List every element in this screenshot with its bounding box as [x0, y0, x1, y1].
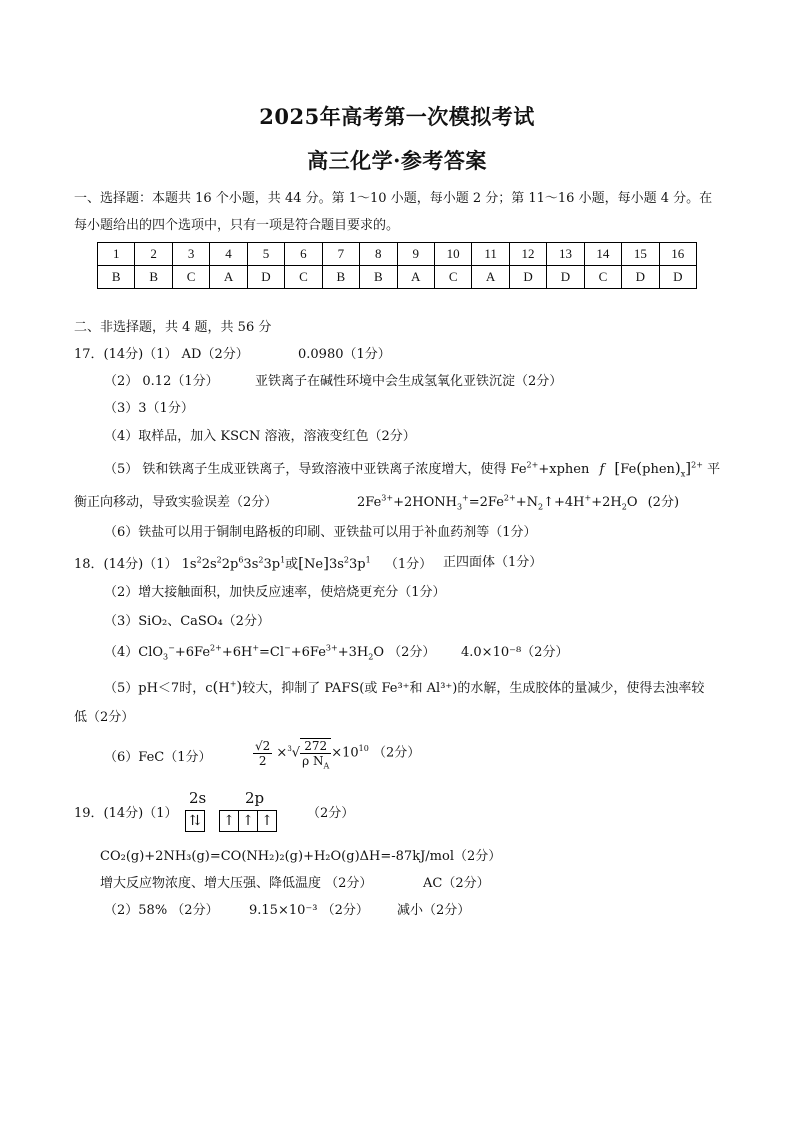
question-number: 7: [322, 243, 359, 266]
question-number: 14: [584, 243, 621, 266]
orbital-2s-box: [185, 810, 205, 832]
q17-part5-line2: 衡正向移动，导致实验误差（2分）: [74, 495, 278, 510]
up-arrow-icon: ↑: [238, 811, 257, 831]
q17-part1-answer: 17．(14分)（1） AD（2分）: [74, 347, 249, 362]
q19-part2-trend: 减小（2分）: [397, 903, 471, 918]
answer-cell: A: [472, 266, 509, 289]
q19-conditions: 增大反应物浓度、增大压强、降低温度 （2分）: [100, 876, 373, 891]
up-arrow-icon: ↑: [223, 813, 235, 829]
answer-cell: B: [135, 266, 172, 289]
q17-part5-xphen: +xphen: [538, 462, 590, 477]
q17-part4-answer: （4）取样品，加入 KSCN 溶液，溶液变红色（2分）: [104, 429, 416, 444]
question-number: 11: [472, 243, 509, 266]
answer-cell: B: [360, 266, 397, 289]
question-number: 13: [547, 243, 584, 266]
q17-part5-text: （5） 铁和铁离子生成亚铁离子，导致溶液中亚铁离子浓度增大，使得 Fe: [104, 462, 527, 477]
q19-part1-label: 19．(14分)（1）: [74, 806, 178, 821]
answer-cell: B: [322, 266, 359, 289]
question-number: 1: [98, 243, 135, 266]
answer-cell: A: [210, 266, 247, 289]
q18-part5-line1: （5）pH＜7时，c(H+)较大，抑制了 PAFS(或 Fe³⁺和 Al³⁺)的水解，生成胶体的量减少，使得去浊率较: [104, 678, 705, 696]
q18-part6-answer: （6）FeC（1分）: [104, 750, 212, 765]
q18-part5-start: （5）pH＜7时，: [104, 681, 206, 696]
section1-intro-line2: 每小题给出的四个选项中，只有一项是符合题目要求的。: [74, 218, 400, 233]
q18-part6-score: （2分）: [373, 745, 421, 761]
q18-part2-answer: （2）增大接触面积，加快反应速率，使焙烧更充分（1分）: [104, 585, 446, 600]
q17-part5-equation: $2Fe^{3+}+2HONH_3^+=2Fe^{2+}+N_2↑+4H^++2H_2O$ (2分): [357, 493, 680, 512]
q18-part1-score: （1分）: [384, 557, 433, 572]
q17-part1-value: 0.0980（1分）: [298, 347, 391, 362]
q19-part2-value: 9.15×10⁻³ （2分）: [249, 903, 369, 918]
question-number: 5: [247, 243, 284, 266]
answer-row: [98, 266, 697, 289]
answer-cell: C: [584, 266, 621, 289]
question-number: 16: [659, 243, 696, 266]
q19-part2-percent: （2）58% （2分）: [104, 903, 219, 918]
q18-part6-formula: $\frac{√2}{2}$ ×$^3$√ $\frac{272}{\rho N_A}$ $\times 10^{10}$ （2分）: [255, 738, 421, 771]
answer-cell: C: [434, 266, 471, 289]
page-title: 2025年高考第一次模拟考试: [259, 104, 535, 129]
up-arrow-icon: ↑: [257, 811, 276, 831]
answer-cell: D: [509, 266, 546, 289]
question-number: 3: [172, 243, 209, 266]
question-number-row: [98, 243, 697, 266]
q18-part4-ksp: 4.0×10⁻⁸（2分）: [461, 645, 569, 660]
question-number: 15: [622, 243, 659, 266]
q18-part5-line2: 低（2分）: [74, 710, 135, 725]
q18-part1-shape: 正四面体（1分）: [443, 555, 543, 570]
q17-part2-answer: （2） 0.12（1分）: [104, 374, 219, 389]
q18-part1-label: 18．(14分)（1）: [74, 557, 178, 572]
answer-cell: B: [98, 266, 135, 289]
q18-part5-text: 较大，抑制了 PAFS(或 Fe³⁺和 Al³⁺)的水解，生成胶体的量减少，使得去浊率较: [242, 681, 705, 696]
q18-part1: 18．(14分)（1） $1s^22s^22p^63s^23p^1$或$[Ne]3s^23p^1$ （1分）: [74, 554, 433, 572]
q17-part5-end: 平: [707, 462, 721, 477]
q18-part3-answer: （3）SiO₂、CaSO₄（2分）: [104, 614, 270, 629]
answer-cell: D: [247, 266, 284, 289]
answer-cell: D: [622, 266, 659, 289]
q18-part4-equation: $(4)ClO_3^-+6Fe^{2+}+6H^+=Cl^-+6Fe^{3+}+3H_2O$ （2分）: [104, 643, 436, 662]
q18-part4-score: （2分）: [388, 645, 436, 660]
paired-electron-arrows: ⇅: [189, 813, 201, 829]
q17-equation-score: (2分): [647, 495, 680, 510]
q17-part3-answer: （3）3（1分）: [104, 401, 194, 416]
question-number: 6: [285, 243, 322, 266]
section2-heading: 二、非选择题，共 4 题，共 56 分: [74, 320, 272, 335]
page-subtitle: 高三化学·参考答案: [307, 148, 487, 173]
q19-thermo-equation: CO₂(g)+2NH₃(g)=CO(NH₂)₂(g)+H₂O(g)ΔH=-87kJ/mol（2分）: [100, 849, 502, 864]
q19-conditions-choice: AC（2分）: [423, 876, 490, 891]
question-number: 12: [509, 243, 546, 266]
q17-equation-start: 2Fe: [357, 495, 382, 510]
section1-intro-line1: 一、选择题：本题共 16 个小题，共 44 分。第 1～10 小题，每小题 2 分；第 11～16 小题，每小题 4 分。在: [74, 191, 713, 206]
answer-cell: D: [659, 266, 696, 289]
question-number: 4: [210, 243, 247, 266]
orbital-2s-label: 2s: [189, 789, 207, 807]
q17-part6-answer: （6）铁盐可以用于铜制电路板的印刷、亚铁盐可以用于补血药剂等（1分）: [104, 525, 537, 540]
answer-cell: C: [172, 266, 209, 289]
question-number: 10: [434, 243, 471, 266]
q19-part1-score: （2分）: [307, 806, 355, 821]
q17-part5-line1: （5） 铁和铁离子生成亚铁离子，导致溶液中亚铁离子浓度增大，使得 $Fe^{2+}+xphen$ f $[Fe(phen)_x]^{2+}$ 平: [104, 459, 721, 479]
q17-part2-reason: 亚铁离子在碱性环境中会生成氢氧化亚铁沉淀（2分）: [255, 374, 563, 389]
answer-cell: A: [397, 266, 434, 289]
question-number: 9: [397, 243, 434, 266]
orbital-2p-boxes: [219, 810, 277, 832]
answer-cell: D: [547, 266, 584, 289]
question-number: 8: [360, 243, 397, 266]
question-number: 2: [135, 243, 172, 266]
answer-table: [97, 242, 697, 289]
orbital-2p-label: 2p: [245, 789, 265, 807]
answer-cell: C: [285, 266, 322, 289]
